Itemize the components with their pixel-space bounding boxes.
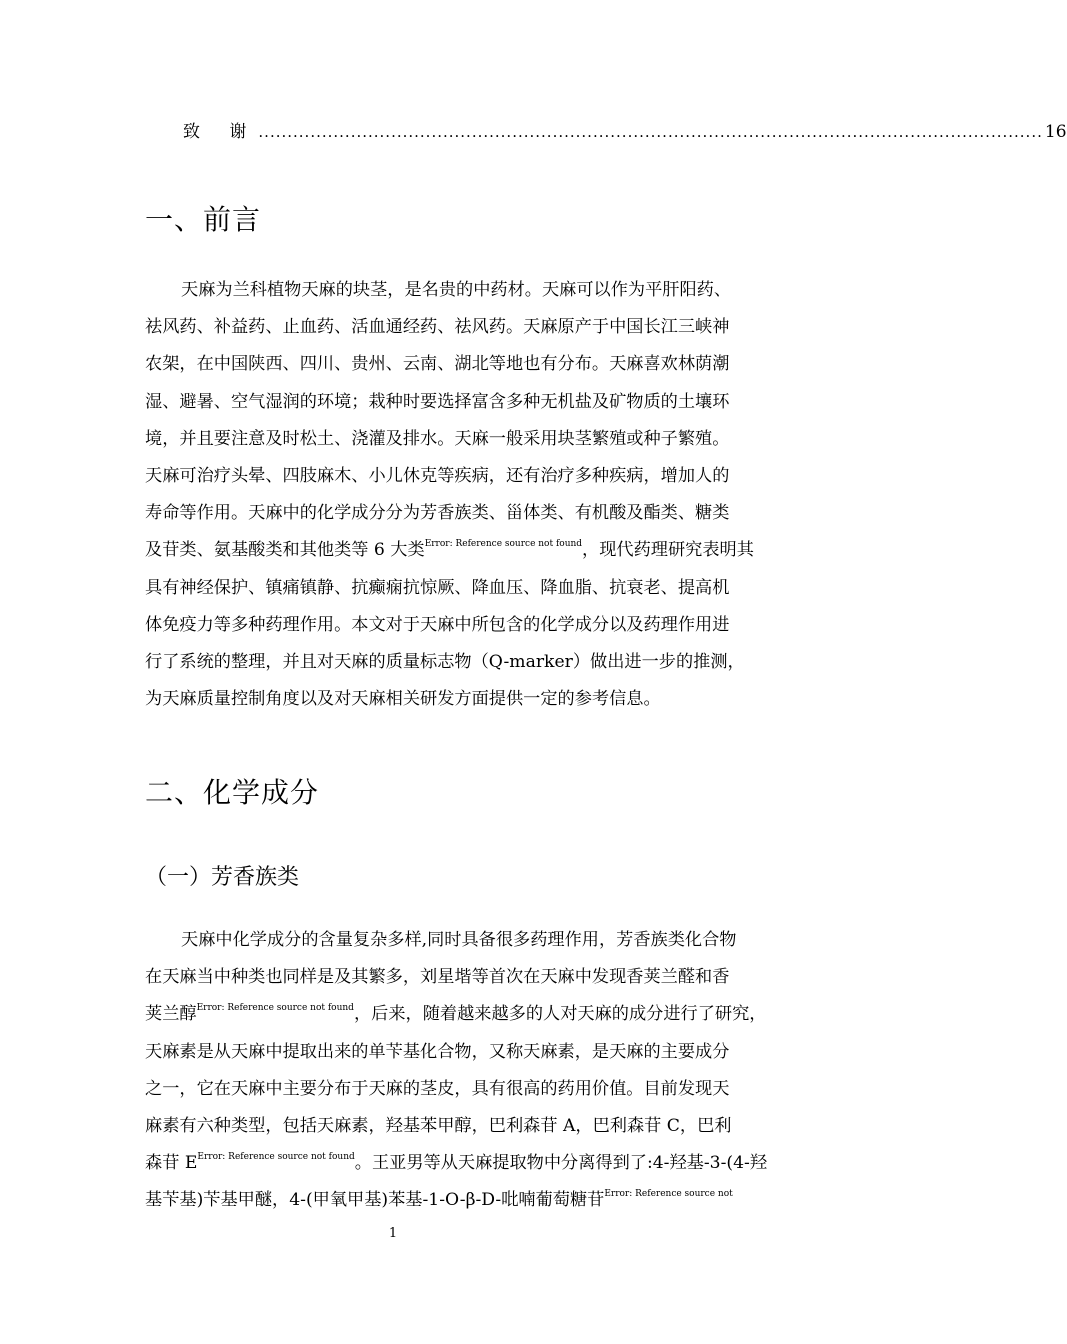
text-line: 天麻素是从天麻中提取出来的单苄基化合物，又称天麻素，是天麻的主要成分 xyxy=(145,1041,730,1062)
section-title-intro: 一、前言 xyxy=(145,203,262,236)
text-line: 行了系统的整理，并且对天麻的质量标志物（Q-marker）做出进一步的推测， xyxy=(145,651,745,672)
text-line: 祛风药、补益药、止血药、活血通经药、祛风药。天麻原产于中国长江三峡神 xyxy=(145,317,730,338)
text-line: 天麻为兰科植物天麻的块茎，是名贵的中药材。天麻可以作为平肝阳药、 xyxy=(181,280,732,300)
text-segment: ，现代药理研究表明其 xyxy=(582,540,754,561)
aromatic-paragraph xyxy=(145,922,810,1220)
text-line: 天麻中化学成分的含量复杂多样,同时具备很多药理作用，芳香族类化合物 xyxy=(181,930,737,950)
toc-leader-dots: ........................................................................................................................................ xyxy=(258,123,1043,141)
text-line xyxy=(145,1182,810,1219)
reference-error-marker[interactable]: Error: Reference source not found xyxy=(424,539,583,550)
text-line xyxy=(145,996,810,1033)
text-line: 为天麻质量控制角度以及对天麻相关研发方面提供一定的参考信息。 xyxy=(145,689,661,710)
text-line: 体免疫力等多种药理作用。本文对于天麻中所包含的化学成分以及药理作用进 xyxy=(145,614,730,635)
text-segment: ，后来，随着越来越多的人对天麻的成分进行了研究， xyxy=(353,1004,767,1025)
toc-label: 致 谢 xyxy=(183,122,259,142)
text-line: 湿、避暑、空气湿润的环境；栽种时要选择富含多种无机盐及矿物质的土壤环 xyxy=(145,391,730,412)
text-segment: 。王亚男等从天麻提取物中分离得到了:4-羟基-3-(4-羟 xyxy=(354,1153,768,1174)
reference-error-marker[interactable]: Error: Reference source not found xyxy=(197,1152,355,1163)
text-line: 农架，在中国陕西、四川、贵州、云南、湖北等地也有分布。天麻喜欢林荫潮 xyxy=(145,354,730,375)
text-line: 寿命等作用。天麻中的化学成分分为芳香族类、甾体类、有机酸及酯类、糖类 xyxy=(145,503,730,524)
text-segment: 基苄基)苄基甲醚，4-(甲氧甲基)苯基-1-O-β-D-吡喃葡萄糖苷 xyxy=(145,1190,605,1211)
text-line: 具有神经保护、镇痛镇静、抗癫痫抗惊厥、降血压、降血脂、抗衰老、提高机 xyxy=(145,577,730,598)
section-title-chemistry: 二、化学成分 xyxy=(145,776,320,809)
reference-error-marker[interactable]: Error: Reference source not found xyxy=(196,1003,354,1014)
page-number: 1 xyxy=(388,1226,398,1241)
text-segment: 及苷类、氨基酸类和其他类等 6 大类 xyxy=(145,540,425,561)
text-line: 天麻可治疗头晕、四肢麻木、小儿休克等疾病，还有治疗多种疾病，增加人的 xyxy=(145,465,730,486)
subsection-title-aromatic: （一）芳香族类 xyxy=(145,865,300,890)
text-line: 麻素有六种类型，包括天麻素，羟基苯甲醇，巴利森苷 A，巴利森苷 C，巴利 xyxy=(145,1115,732,1136)
toc-page-number: 16 xyxy=(1044,122,1067,142)
reference-error-marker[interactable]: Error: Reference source not xyxy=(604,1189,733,1200)
text-line xyxy=(145,1145,810,1182)
intro-paragraph xyxy=(145,272,810,718)
text-line: 境，并且要注意及时松土、浇灌及排水。天麻一般采用块茎繁殖或种子繁殖。 xyxy=(145,428,730,449)
text-segment: 森苷 E xyxy=(145,1153,198,1174)
text-line: 在天麻当中种类也同样是及其繁多，刘星堦等首次在天麻中发现香荚兰醛和香 xyxy=(145,967,730,988)
text-segment: 荚兰醇 xyxy=(145,1004,197,1025)
toc-entry-acknowledgements[interactable] xyxy=(183,117,1067,142)
text-line xyxy=(145,532,810,569)
text-line: 之一，它在天麻中主要分布于天麻的茎皮，具有很高的药用价值。目前发现天 xyxy=(145,1078,730,1099)
